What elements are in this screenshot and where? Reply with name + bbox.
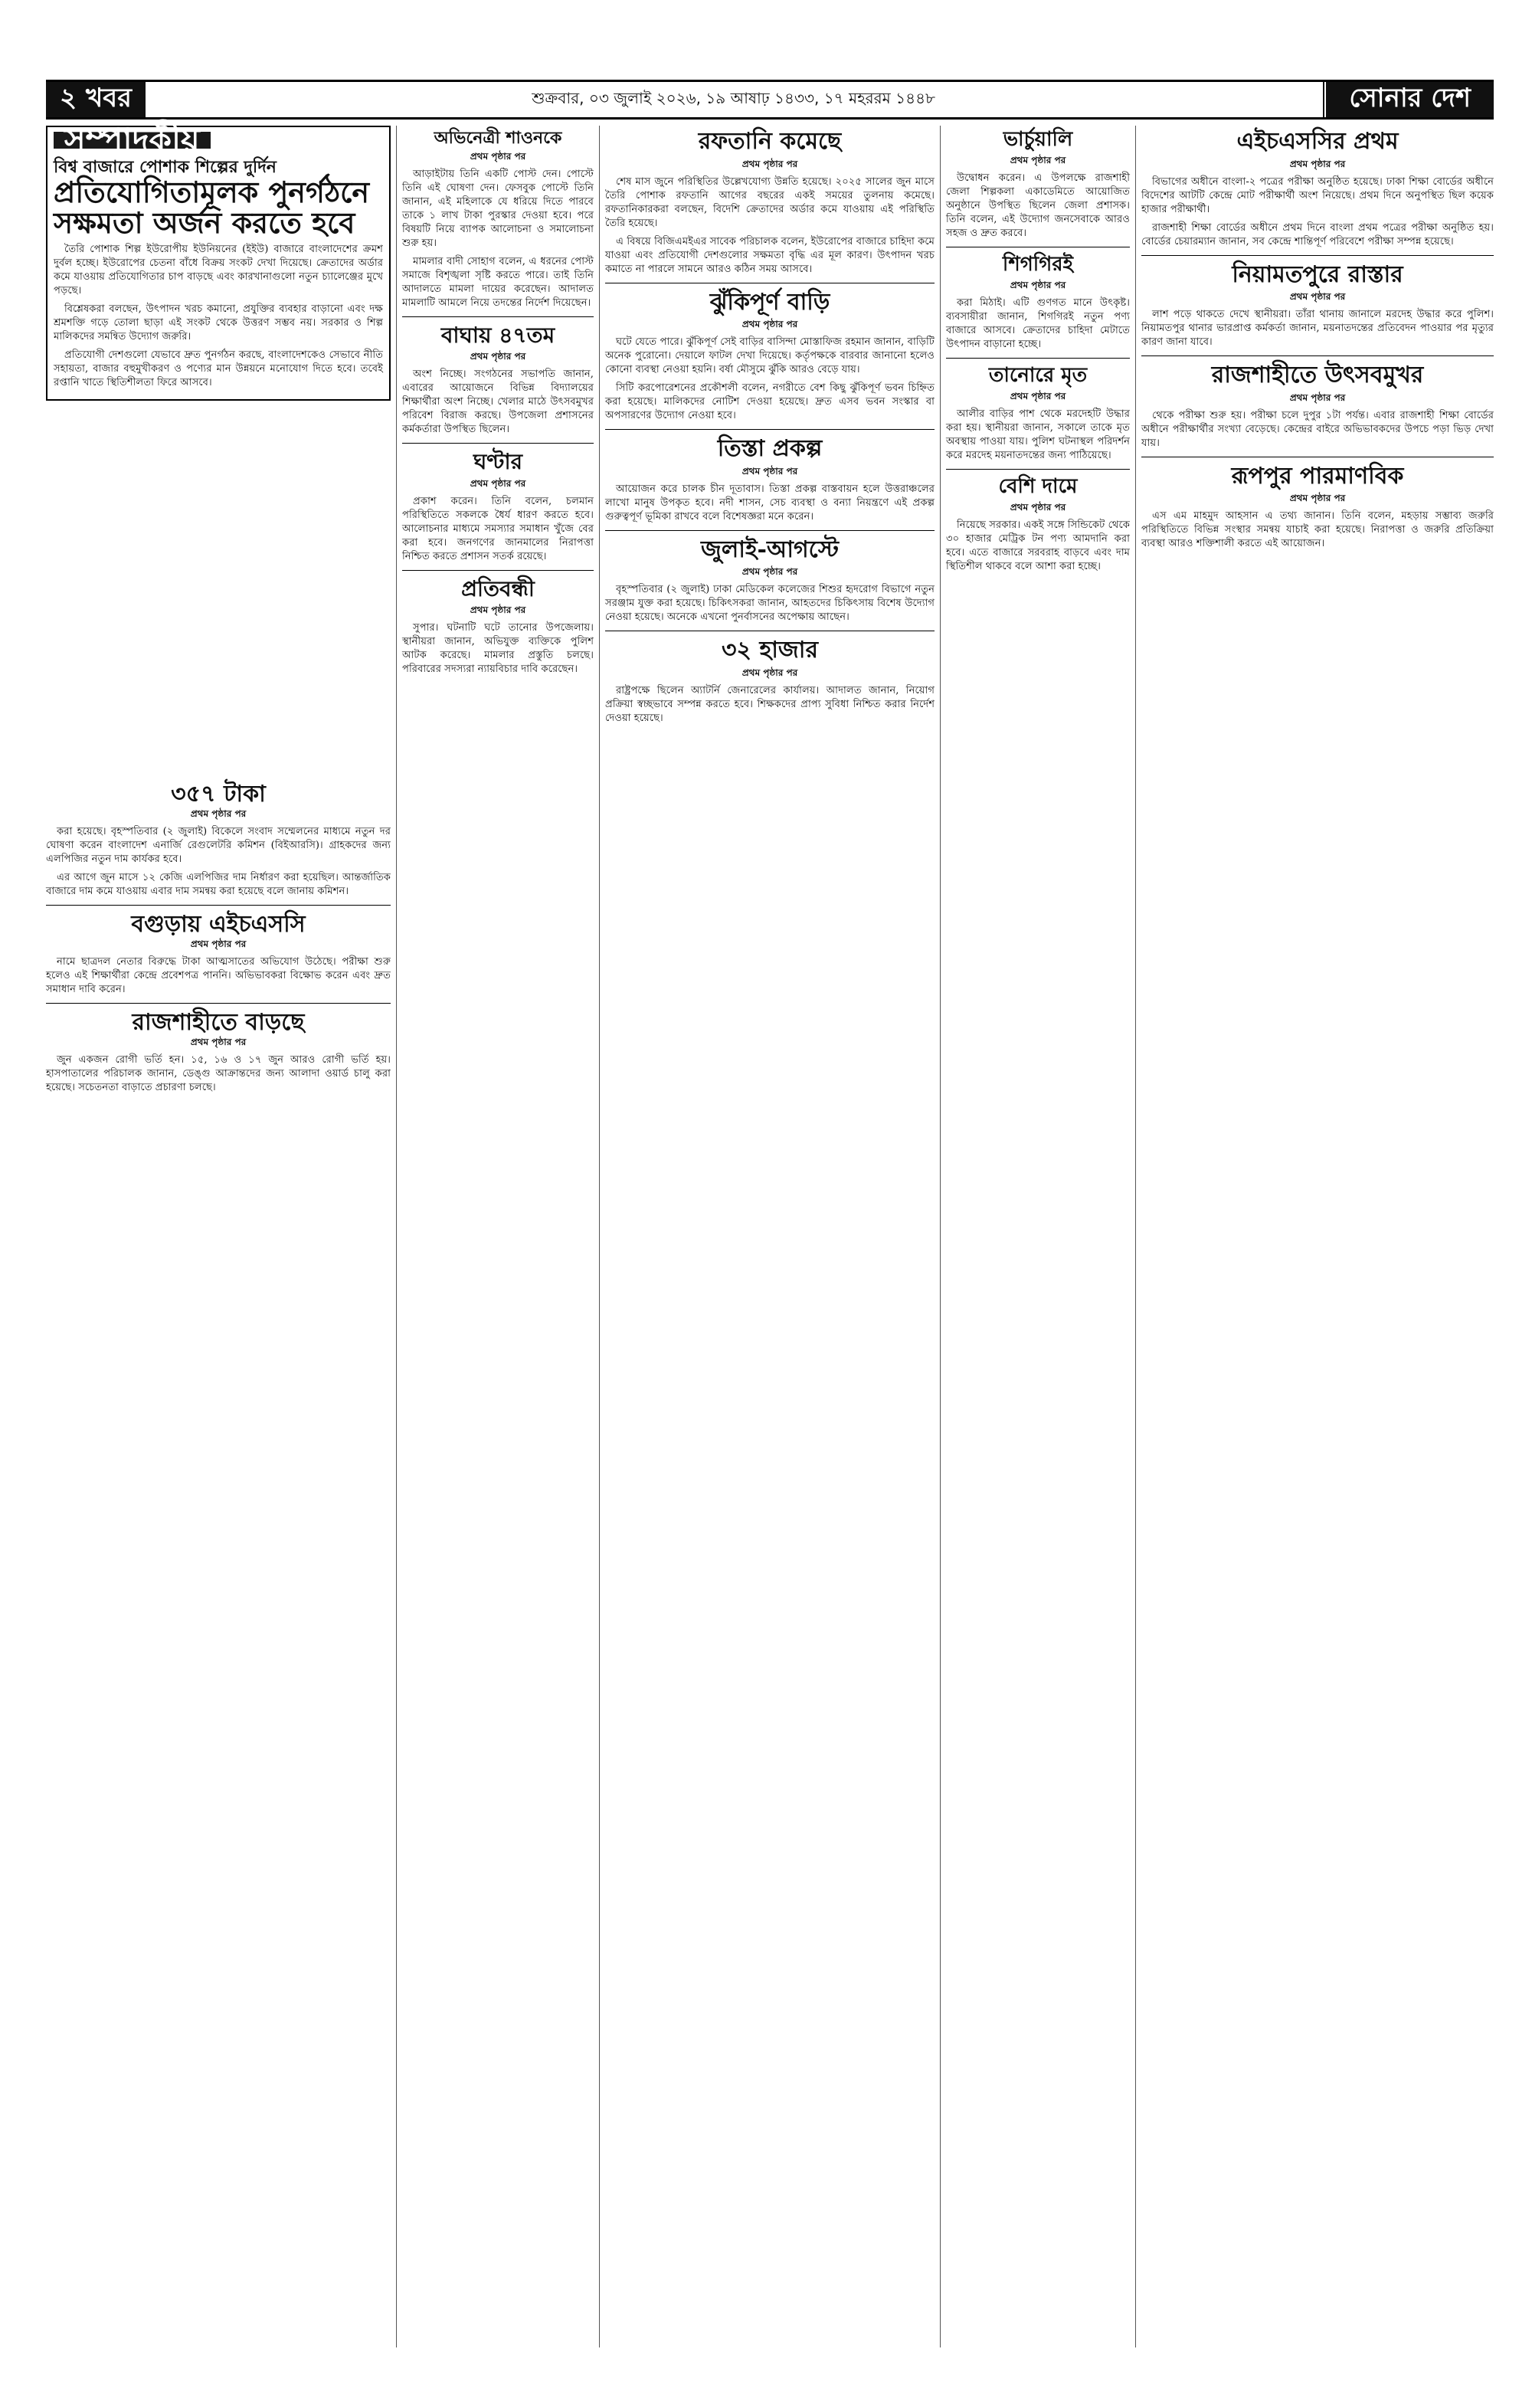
column-5 [1141,126,1494,555]
editorial-paragraph: প্রতিযোগী দেশগুলো যেভাবে দ্রুত পুনর্গঠন করছে, বাংলাদেশকেও সেভাবে নীতি সহায়তা, বাজার বহুমুখীকরণ ও পণ্যের মান উন্নয়নে মনোযোগ দিতে হবে। তবেই রপ্তানি খাতে স্থিতিশীলতা ফিরে আসবে। [54,349,383,388]
editorial-headline-1: প্রতিযোগিতামূলক পুনর্গঠনে [54,175,370,209]
story-title: জুলাই-আগস্টে [701,536,839,563]
story-text: শেষ মাস জুনে পরিস্থিতির উল্লেখযোগ্য উন্নতি হয়েছে। ২০২৫ সালের জুন মাসে তৈরি পোশাক রফতানি আগের বছরের একই সময়ের তুলনায় কমেছে। রফতানিকারকরা বলছেন, বিদেশি ক্রেতাদের অর্ডার কমে যাওয়ায় এই পরিস্থিতি তৈরি হয়েছে। [605,175,935,229]
divider [46,1003,391,1004]
continued-label: প্রথম পৃষ্ঠার পর [470,604,526,615]
divider [605,429,935,430]
newspaper-logo: সোনার দেশ [1321,82,1494,117]
page-header [46,80,1494,120]
continued-label: প্রথম পৃষ্ঠার পর [741,667,798,678]
divider [402,570,594,571]
story-text: প্রকাশ করেন। তিনি বলেন, চলমান পরিস্থিতিতে সকলকে ধৈর্য ধারণ করতে হবে। আলোচনার মাধ্যমে সমস্যার সমাধান খুঁজে বের করা হবে। জনগণের জানমালের নিরাপত্তা নিশ্চিত করতে প্রশাসন সতর্ক রয়েছে। [402,495,594,562]
column-rule [396,126,397,2347]
story-text: রাজশাহী শিক্ষা বোর্ডের অধীনে প্রথম দিনে বাংলা প্রথম পত্রের পরীক্ষা অনুষ্ঠিত হয়। বোর্ডের চেয়ারম্যান জানান, সব কেন্দ্রে শান্তিপূর্ণ পরিবেশে পরীক্ষা সম্পন্ন হয়েছে। [1141,221,1494,247]
continued-label: প্রথম পৃষ্ঠার পর [470,351,526,362]
continued-label: প্রথম পৃষ্ঠার পর [1289,392,1346,403]
story-title: ঘণ্টার [473,449,523,475]
story-text: নিয়েছে সরকার। একই সঙ্গে সিন্ডিকেট থেকে ৩০ হাজার মেট্রিক টন পণ্য আমদানি করা হবে। এতে বাজারে সরবরাহ বাড়বে এবং দাম স্থিতিশীল থাকবে বলে আশা করা হচ্ছে। [946,519,1130,572]
column-rule [940,126,941,2347]
story-title: বাঘায় ৪৭তম [440,323,555,349]
story-title: ৩৫৭ টাকা [171,781,266,808]
column-3 [605,126,935,730]
continued-label: প্রথম পৃষ্ঠার পর [741,319,798,329]
divider [946,469,1130,470]
story-title: তানোরে মৃত [988,363,1088,387]
continued-label: প্রথম পৃষ্ঠার পর [190,939,247,949]
story-title: প্রতিবন্ধী [461,575,535,601]
story-title: শিগগিরই [1002,252,1074,276]
story-title: রাজশাহীতে বাড়ছে [132,1009,305,1036]
story-text: এ বিষয়ে বিজিএমইএর সাবেক পরিচালক বলেন, ইউরোপের বাজারে চাহিদা কমে যাওয়া এবং প্রতিযোগী দেশগুলোর সক্ষমতা বৃদ্ধি এর মূল কারণ। উৎপাদন খরচ কমাতে না পারলে সামনে আরও কঠিন সময় আসবে। [605,235,935,275]
divider [1141,355,1494,356]
editorial-headline-2: সক্ষমতা অর্জন করতে হবে [54,205,355,240]
column-rule [599,126,600,2347]
story-title: রূপপুর পারমাণবিক [1231,462,1404,490]
editorial-paragraph: তৈরি পোশাক শিল্প ইউরোপীয় ইউনিয়নের (ইইউ) বাজারে বাংলাদেশের ক্রমশ দুর্বল হচ্ছে। ইউরোপের চেতনা বাঁধে বিক্রয় সংকট দেখা দিয়েছে। ক্রেতাদের অর্ডার কমে যাওয়ায় প্রতিযোগিতার চাপ বাড়ছে এবং কারখানাগুলো নতুন চ্যালেঞ্জের মুখে পড়ছে। [54,243,383,296]
continued-label: প্রথম পৃষ্ঠার পর [190,1037,247,1047]
continued-label: প্রথম পৃষ্ঠার পর [741,566,798,577]
story-text: সিটি করপোরেশনের প্রকৌশলী বলেন, নগরীতে বেশ কিছু ঝুঁকিপূর্ণ ভবন চিহ্নিত করা হয়েছে। মালিকদের নোটিশ দেওয়া হয়েছে। দ্রুত এসব ভবন সংস্কার বা অপসারণের উদ্যোগ নেওয়া হবে। [605,382,935,421]
story-title: রাজশাহীতে উৎসবমুখর [1211,362,1424,388]
story-title: এইচএসসির প্রথম [1236,128,1399,155]
bottom-left-column [46,781,391,1099]
story-title: বগুড়ায় এইচএসসি [131,911,306,938]
story-text: উদ্বোধন করেন। এ উপলক্ষে রাজশাহী জেলা শিল্পকলা একাডেমিতে আয়োজিত অনুষ্ঠানে উপস্থিত ছিলেন জেলা প্রশাসক। তিনি বলেন, এই উদ্যোগ জনসেবাকে আরও সহজ ও দ্রুত করবে। [946,172,1130,239]
story-text: বৃহস্পতিবার (২ জুলাই) ঢাকা মেডিকেল কলেজের শিশুর হৃদরোগ বিভাগে নতুন সরঞ্জাম যুক্ত করা হয়েছে। চিকিৎসকরা জানান, আহতদের চিকিৎসায় বিশেষ উদ্যোগ নেওয়া হয়েছে। অনেকে এখনো পুনর্বাসনের অপেক্ষায় আছেন। [605,584,935,623]
story-text: আলীর বাড়ির পাশ থেকে মরদেহটি উদ্ধার করা হয়। স্থানীয়রা জানান, সকালে তাকে মৃত অবস্থায় পাওয়া যায়। পুলিশ ঘটনাস্থল পরিদর্শন করে মরদেহ ময়নাতদন্তের জন্য পাঠিয়েছে। [946,408,1130,461]
story-text: থেকে পরীক্ষা শুরু হয়। পরীক্ষা চলে দুপুর ১টা পর্যন্ত। এবার রাজশাহী শিক্ষা বোর্ডের অধীনে পরীক্ষার্থীর সংখ্যা বেড়েছে। কেন্দ্রের বাইরে অভিভাবকদের উপচে পড়া ভিড় দেখা যায়। [1141,409,1494,449]
story-title: রফতানি কমেছে [698,128,842,155]
story-title: অভিনেত্রী শাওনকে [434,128,562,148]
story-text: এস এম মাহমুদ আহসান এ তথ্য জানান। তিনি বলেন, মহড়ায় সম্ভাব্য জরুরি পরিস্থিতিতে বিভিন্ন সংস্থার সমন্বয় যাচাই করা হয়েছে। নিরাপত্তা ও জরুরি প্রতিক্রিয়া ব্যবস্থা আরও শক্তিশালী করতে এই আয়োজন। [1141,510,1494,549]
continued-label: প্রথম পৃষ্ঠার পর [190,808,247,819]
continued-label: প্রথম পৃষ্ঠার পর [741,158,798,169]
continued-label: প্রথম পৃষ্ঠার পর [470,151,526,162]
story-title: তিস্তা প্রকল্প [717,435,823,462]
story-text: নামে ছাত্রদল নেতার বিরুদ্ধে টাকা আত্মসাতের অভিযোগ উঠেছে। পরীক্ষা শুরু হলেও এই শিক্ষার্থীরা কেন্দ্রে প্রবেশপত্র পাননি। অভিভাবকরা বিক্ষোভ করেন এবং দ্রুত সমাধান দাবি করেন। [46,956,391,995]
divider [46,905,391,906]
divider [402,316,594,317]
issue-date: শুক্রবার, ০৩ জুলাই ২০২৬, ১৯ আষাঢ় ১৪৩৩, ১৭ মহররম ১৪৪৮ [532,88,936,107]
story-text: মামলার বাদী সোহাগ বলেন, এ ধরনের পোস্ট সমাজে বিশৃঙ্খলা সৃষ্টি করতে পারে। তাই তিনি আদালতে মামলা দায়ের করেছেন। আদালত মামলাটি আমলে নিয়ে তদন্তের নির্দেশ দিয়েছেন। [402,256,594,310]
story-title: নিয়ামতপুরে রাস্তার [1232,260,1403,288]
story-title: ৩২ হাজার [722,637,818,663]
divider [605,530,935,531]
divider [946,358,1130,359]
column-rule [1135,126,1136,2347]
story-text: করা হয়েছে। বৃহস্পতিবার (২ জুলাই) বিকেলে সংবাদ সম্মেলনের মাধ্যমে নতুন দর ঘোষণা করেন বাংলাদেশ এনার্জি রেগুলেটরি কমিশন (বিইআরসি)। গ্রাহকদের জন্য এলপিজির নতুন দাম কার্যকর হবে। [46,826,391,865]
story-text: সুপার। ঘটনাটি ঘটে তানোর উপজেলায়। স্থানীয়রা জানান, অভিযুক্ত ব্যক্তিকে পুলিশ আটক করেছে। মামলার প্রস্তুতি চলছে। পরিবারের সদস্যরা ন্যায়বিচার দাবি করেছেন। [402,621,594,675]
story-text: ঘটে যেতে পারে। ঝুঁকিপূর্ণ সেই বাড়ির বাসিন্দা মোস্তাফিজ রহমান জানান, বাড়িটি অনেক পুরোনো। দেয়ালে ফাটল দেখা দিয়েছে। কর্তৃপক্ষকে বারবার জানানো হলেও কোনো ব্যবস্থা নেওয়া হয়নি। বর্ষা মৌসুমে ঝুঁকি আরও বেড়ে যায়। [605,336,935,375]
story-text: এর আগে জুন মাসে ১২ কেজি এলপিজির দাম নির্ধারণ করা হয়েছিল। আন্তর্জাতিক বাজারে দাম কমে যাওয়ায় এবার দাম সমন্বয় করা হয়েছে বলে জানায় কমিশন। [46,872,391,897]
editorial-box [46,121,391,401]
editorial-paragraph: বিশ্লেষকরা বলছেন, উৎপাদন খরচ কমানো, প্রযুক্তির ব্যবহার বাড়ানো এবং দক্ষ শ্রমশক্তি গড়ে তোলা ছাড়া এই সংকট থেকে উত্তরণ সম্ভব নয়। সরকার ও শিল্প মালিকদের সমন্বিত উদ্যোগ জরুরি। [54,303,383,342]
continued-label: প্রথম পৃষ্ঠার পর [1289,493,1346,503]
story-text: আয়োজন করে চালক চীন দূতাবাস। তিস্তা প্রকল্প বাস্তবায়ন হলে উত্তরাঞ্চলের লাখো মানুষ উপকৃত হবে। নদী শাসন, সেচ ব্যবস্থা ও বন্যা নিয়ন্ত্রণে এই প্রকল্প গুরুত্বপূর্ণ ভূমিকা রাখবে বলে বিশেষজ্ঞরা মনে করেন। [605,483,935,523]
continued-label: প্রথম পৃষ্ঠার পর [470,477,526,489]
story-text: লাশ পড়ে থাকতে দেখে স্থানীয়রা। তাঁরা থানায় জানালে মরদেহ উদ্ধার করে পুলিশ। নিয়ামতপুর থানার ভারপ্রাপ্ত কর্মকর্তা জানান, ময়নাতদন্তের প্রতিবেদন পাওয়ার পর মৃত্যুর কারণ জানা যাবে। [1141,309,1494,348]
continued-label: প্রথম পৃষ্ঠার পর [1289,158,1346,169]
continued-label: প্রথম পৃষ্ঠার পর [1010,279,1066,290]
story-text: অংশ নিচ্ছে। সংগঠনের সভাপতি জানান, এবারের আয়োজনে বিভিন্ন বিদ্যালয়ের শিক্ষার্থীরা অংশ নিচ্ছে। খেলার মাঠে উৎসবমুখর পরিবেশ বিরাজ করছে। উপজেলা প্রশাসনের কর্মকর্তারা উপস্থিত ছিলেন। [402,369,594,436]
continued-label: প্রথম পৃষ্ঠার পর [1010,154,1066,165]
story-text: বিভাগের অধীনে বাংলা-২ পত্রের পরীক্ষা অনুষ্ঠিত হয়েছে। ঢাকা শিক্ষা বোর্ডের অধীনে বিদেশের আটটি কেন্দ্রে মোট পরীক্ষার্থী অংশ নিয়েছে। প্রথম দিনে অনুপস্থিত ছিল কয়েক হাজার পরীক্ষার্থী। [1141,175,1494,215]
page-label: ২ খবর [46,82,146,117]
continued-label: প্রথম পৃষ্ঠার পর [1010,390,1066,401]
continued-label: প্রথম পৃষ্ঠার পর [1010,501,1066,513]
story-text: আড়াইটায় তিনি একটি পোস্ট দেন। পোস্টে তিনি এই ঘোষণা দেন। ফেসবুক পোস্টে তিনি জানান, এই মহিলাকে যে ধরিয়ে দিতে পারবে তাকে ১ লাখ টাকা পুরস্কার দেওয়া হবে। পরে বিষয়টি নিয়ে ব্যাপক আলোচনা ও সমালোচনা শুরু হয়। [402,169,594,250]
story-text: জুন একজন রোগী ভর্তি হন। ১৫, ১৬ ও ১৭ জুন আরও রোগী ভর্তি হয়। হাসপাতালের পরিচালক জানান, ডেঙ্গু আক্রান্তদের জন্য আলাদা ওয়ার্ড চালু করা হয়েছে। সচেতনতা বাড়াতে প্রচারণা চলছে। [46,1054,391,1093]
column-2 [402,126,594,681]
editorial-column [46,121,391,401]
editorial-kicker: বিশ্ব বাজারে পোশাক শিল্পের দুর্দিন [54,157,277,177]
divider [402,443,594,444]
continued-label: প্রথম পৃষ্ঠার পর [1289,291,1346,302]
story-title: ঝুঁকিপূর্ণ বাড়ি [709,288,830,316]
story-title: ভার্চুয়ালি [1003,128,1073,151]
story-text: করা মিঠাই। এটি গুণগত মানে উৎকৃষ্ট। ব্যবসায়ীরা জানান, শিগগিরই নতুন পণ্য বাজারে আসবে। ক্রেতাদের চাহিদা মেটাতে উৎপাদন বাড়ানো হচ্ছে। [946,296,1130,350]
story-text: রাষ্ট্রপক্ষে ছিলেন অ্যাটর্নি জেনারেলের কার্যালয়। আদালত জানান, নিয়োগ প্রক্রিয়া স্বচ্ছভাবে সম্পন্ন করতে হবে। শিক্ষকদের প্রাপ্য সুবিধা নিশ্চিত করার নির্দেশ দেওয়া হয়েছে। [605,684,935,724]
story-title: বেশি দামে [998,474,1078,498]
continued-label: প্রথম পৃষ্ঠার পর [741,465,798,477]
editorial-tag: সম্পাদকীয় [54,132,211,149]
column-4 [946,126,1130,578]
divider [1141,255,1494,256]
